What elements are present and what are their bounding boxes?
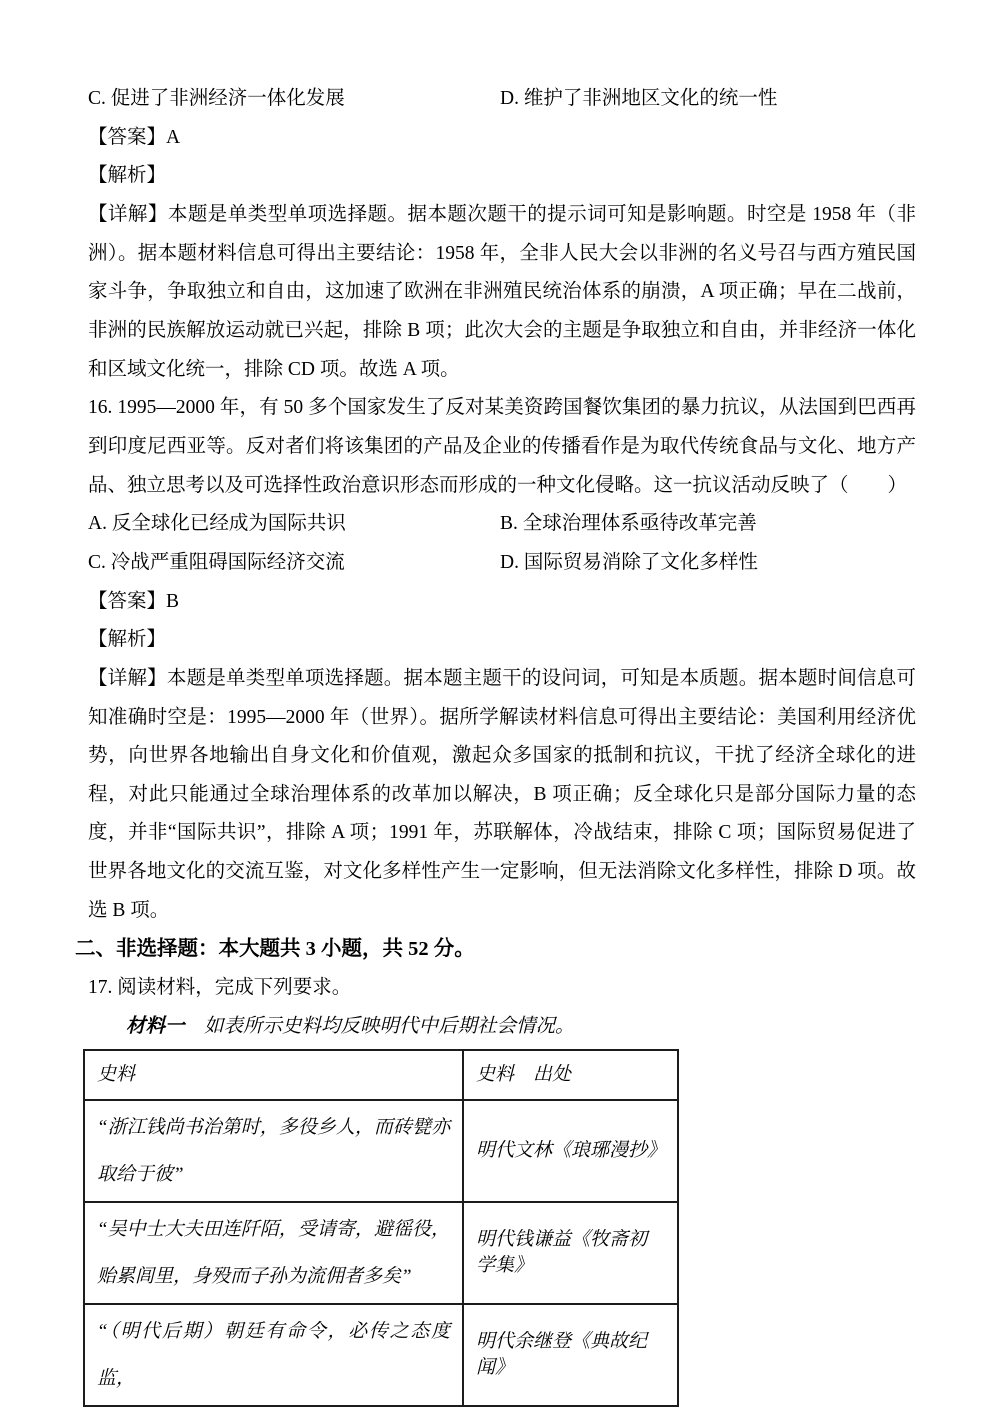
q16-analysis-label: 【解析】 (88, 629, 167, 651)
q15-options-row-cd (88, 80, 916, 119)
q16-answer-line: 【答案】B (88, 590, 180, 612)
q16-option-a: A. 反全球化已经成为国际共识 (88, 513, 346, 535)
table-header-shiliao: 史料 (84, 1050, 463, 1100)
q17-source-table (83, 1049, 679, 1407)
q16-detail-paragraph: 【详解】本题是单类型单项选择题。据本题主题干的设问词，可知是本质题。据本题时间信息可知准确时空是：1995—2000 年（世界）。据所学解读材料信息可得出主要结论：美国利用经济优势，向世界各地输出自身文化和价值观，激起众多国家的抵制和抗议，干扰了经济全球化的进程，对此只能通过全球治理体系的改革加以解决，B 项正确；反全球化只是部分国际力量的态度，并非“国际共识”，排除 A 项；1991 年，苏联解体，冷战结束，排除 C 项；国际贸易促进了世界各地文化的交流互鉴，对文化多样性产生一定影响，但无法消除文化多样性，排除 D 项。故选 B 项。 (88, 667, 916, 921)
table-cell-quote-3: “（明代后期）朝廷有命令，必传之态度监， (84, 1304, 463, 1406)
table-cell-source-3: 明代余继登《典故纪闻》 (463, 1304, 678, 1406)
table-row (84, 1202, 678, 1304)
table-cell-source-2: 明代钱谦益《牧斋初学集》 (463, 1202, 678, 1304)
q17-intro: 17. 阅读材料，完成下列要求。 (88, 977, 352, 999)
q16-option-c: C. 冷战严重阻碍国际经济交流 (88, 551, 345, 573)
q16-option-b: B. 全球治理体系亟待改革完善 (500, 513, 757, 535)
q15-analysis-label: 【解析】 (88, 165, 167, 187)
table-cell-quote-1: “浙江钱尚书治第时，多役乡人，而砖甓亦取给于彼” (84, 1100, 463, 1202)
q17-material1-text: 如表所示史料均反映明代中后期社会情况。 (184, 1015, 575, 1037)
q15-option-c: C. 促进了非洲经济一体化发展 (88, 88, 345, 109)
table-cell-quote-2: “吴中士大夫田连阡陌，受请寄，避徭役，贻累闾里，身殁而子孙为流佣者多矣” (84, 1202, 463, 1304)
table-header-chuchu: 史料 出处 (463, 1050, 678, 1100)
q17-material1-label: 材料一 (126, 1015, 185, 1037)
q15-detail-paragraph: 【详解】本题是单类型单项选择题。据本题次题干的提示词可知是影响题。时空是 1958 年（非洲）。据本题材料信息可得出主要结论：1958 年，全非人民大会以非洲的名义号召与西方殖民国家斗争，争取独立和自由，这加速了欧洲在非洲殖民统治体系的崩溃，A 项正确；早在二战前，非洲的民族解放运动就已兴起，排除 B 项；此次大会的主题是争取独立和自由，并非经济一体化和区域文化统一，排除 CD 项。故选 A 项。 (88, 203, 916, 380)
q15-option-d: D. 维护了非洲地区文化的统一性 (500, 88, 778, 109)
q16-stem: 16. 1995—2000 年，有 50 多个国家发生了反对某美资跨国餐饮集团的暴力抗议，从法国到巴西再到印度尼西亚等。反对者们将该集团的产品及企业的传播看作是为取代传统食品与文化、地方产品、独立思考以及可选择性政治意识形态而形成的一种文化侵略。这一抗议活动反映了（ ） (88, 397, 916, 496)
table-row (84, 1304, 678, 1406)
table-row (84, 1100, 678, 1202)
table-header-row (84, 1050, 678, 1100)
q15-answer-line: 【答案】A (88, 126, 181, 148)
q16-options-row-ab (88, 505, 916, 544)
table-cell-source-1: 明代文林《琅琊漫抄》 (463, 1100, 678, 1202)
page-content (75, 80, 916, 1407)
q16-option-d: D. 国际贸易消除了文化多样性 (500, 551, 758, 573)
q16-options-row-cd (88, 544, 916, 583)
q17-material1-line (88, 1008, 916, 1047)
section-2-heading: 二、非选择题：本大题共 3 小题，共 52 分。 (75, 938, 475, 961)
